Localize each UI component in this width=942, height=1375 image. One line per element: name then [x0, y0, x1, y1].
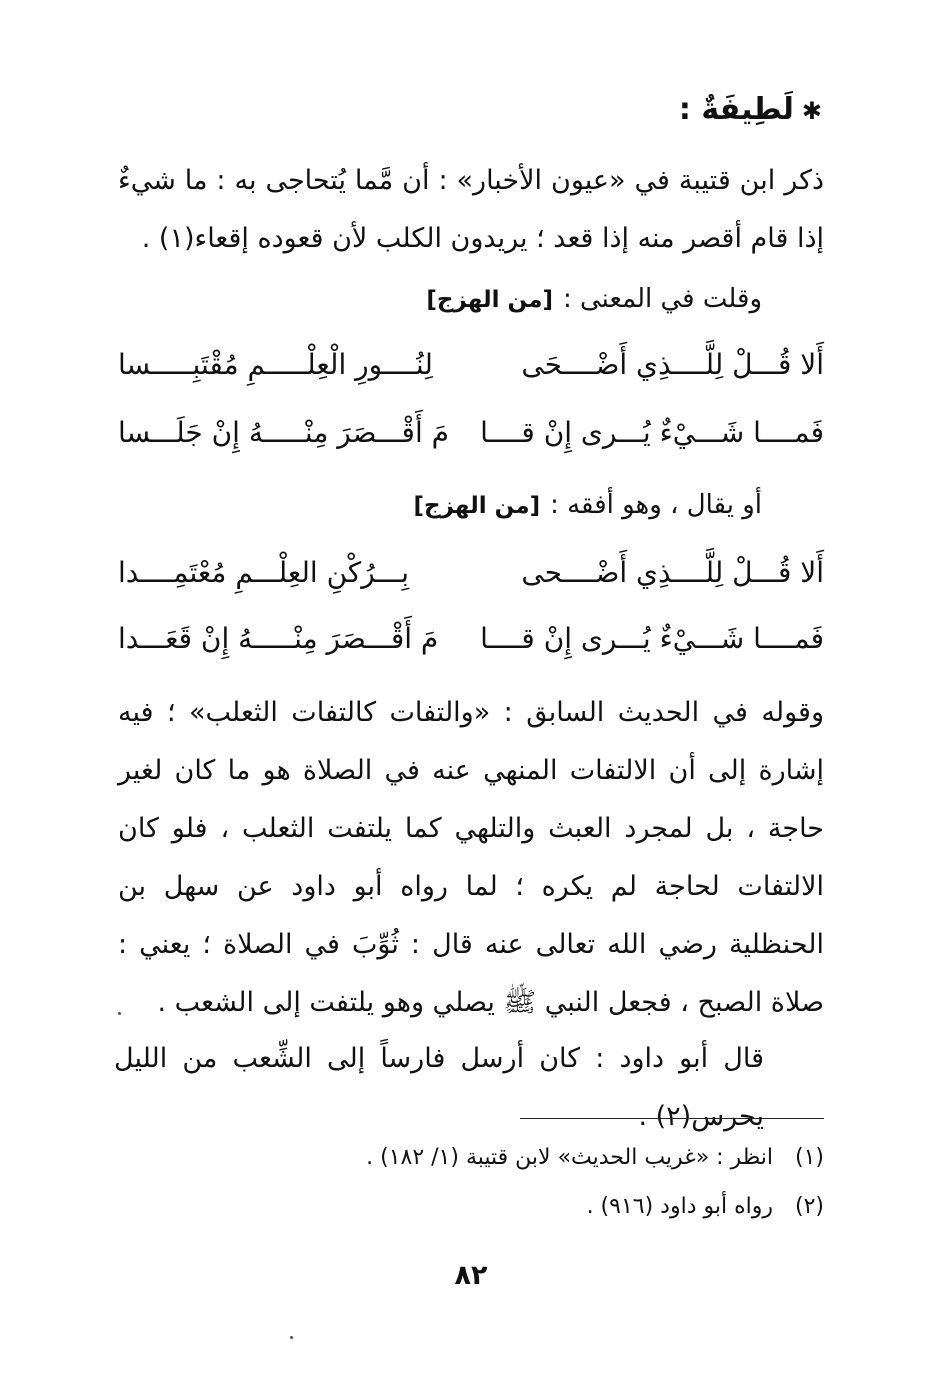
- poem-1-line-1-second-hemistich: لِنُــــورِ الْعِلْـــــمِ مُقْتَبِـــــسا: [118, 348, 433, 381]
- scan-speck: [290, 1336, 293, 1339]
- poem-1-line-2-first-hemistich: فَمــــا شَـــيْءٌ يُـــرى إِنْ قــــا: [480, 416, 824, 449]
- poem-2-line-2-second-hemistich: مَ أَقْـــصَرَ مِنْـــــهُ إِنْ قَعَـــدا: [118, 622, 439, 655]
- footnote-separator: [520, 1118, 824, 1119]
- poem-1-intro: [426, 284, 762, 314]
- poem-2-line-1-first-hemistich: أَلا قُـــلْ لِلَّــــذِي أَضْــــحى: [521, 556, 824, 589]
- footnote-1: [366, 1145, 824, 1170]
- footnote-2-number: (٢): [794, 1194, 824, 1219]
- footnote-1-text: انظر : «غريب الحديث» لابن قتيبة (١/ ١٨٢) .: [366, 1145, 773, 1170]
- scan-speck: [118, 1012, 121, 1015]
- page-number: ٨٢: [454, 1260, 488, 1291]
- poem-2-intro-text: أو يقال ، وهو أفقه :: [550, 490, 762, 520]
- footnote-1-number: (١): [794, 1145, 824, 1170]
- section-heading: [679, 92, 822, 127]
- footnote-2: [587, 1194, 824, 1219]
- poem-2-intro: [414, 490, 762, 520]
- poem-1-line-2-second-hemistich: مَ أَقْـــصَرَ مِنْـــــهُ إِنْ جَلَـــسا: [118, 416, 449, 449]
- footnote-2-text: رواه أبو داود (٩١٦) .: [586, 1194, 773, 1219]
- paragraph-abu-dawud: قال أبو داود : كان أرسل فارساً إلى الشِّعب من الليل يحرس(٢) .: [114, 1043, 764, 1132]
- paragraph-intro: ذكر ابن قتيبة في «عيون الأخبار» : أن مَّما يُتحاجى به : ما شيءٌ إذا قام أقصر منه إذا قعد ؛ يريدون الكلب لأن قعوده إقعاء(١) .: [118, 165, 824, 254]
- paragraph-commentary: وقوله في الحديث السابق : «والتفات كالتفات الثعلب» ؛ فيه إشارة إلى أن الالتفات المنهي عنه في الصلاة هو ما كان لغير حاجة ، بل لمجرد العبث والتلهي كما يلتفت الثعلب ، فلو كان الالتفات لحاجة لم يكره ؛ لما رواه أبو داود عن سهل بن الحنظلية رضي الله تعالى عنه قال : ثُوِّبَ في الصلاة ؛ يعني : صلاة الصبح ، فجعل النبي ﷺ يصلي وهو يلتفت إلى الشعب .: [118, 697, 824, 1018]
- heading-title: لَطِيفَةٌ :: [678, 92, 794, 127]
- poem-1-intro-text: وقلت في المعنى :: [562, 284, 762, 314]
- poem-1-line-1-first-hemistich: أَلا قُـــلْ لِلَّــــذِي أَضْــــحَى: [521, 348, 824, 381]
- poem-2-line-1-second-hemistich: بِـــرُكْنِ العِلْـــمِ مُعْتَمِــــدا: [118, 556, 410, 589]
- bullet-star-icon: ✱: [801, 97, 822, 125]
- poem-2-meter: [من الهزج]: [413, 493, 541, 519]
- poem-2-line-2-first-hemistich: فَمــــا شَـــيْءٌ يُـــرى إِنْ قــــا: [480, 622, 824, 655]
- poem-1-meter: [من الهزج]: [426, 287, 553, 313]
